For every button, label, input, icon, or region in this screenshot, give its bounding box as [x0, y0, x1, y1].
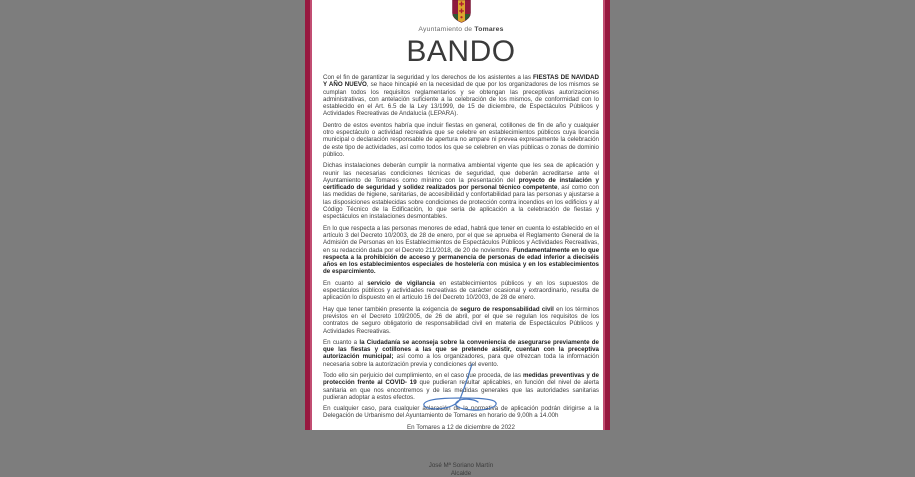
signer-name: José Mª Soriano Martín	[428, 462, 494, 470]
org-name-line	[323, 26, 599, 34]
paragraph: Hay que tener también presente la exigencia de seguro de responsabilidad civil en los términos previstos en el Decreto 109/2005, de 26 de abril, por el que se regulan los requisitos de los contratos de seguro obligatorio de responsabilidad civil en materia de Espectáculos Públicos y Actividades Recreativas.	[323, 305, 599, 335]
paragraph: Con el fin de garantizar la seguridad y los derechos de los asistentes a las FIESTAS DE NAVIDAD Y AÑO NUEVO, se hace hincapié en la necesidad de que por los organizadores de los mismos se cumplan todos los requisitos reglamentarios y se obtengan las preceptivas autorizaciones administrativas, con antelación suficiente a la celebración de los mismos, de conformidad con lo establecido en el Art. 6.5 de la Ley 13/1999, de 15 de diciembre, de Espectáculos Públicos y Actividades Recreativas de Andalucía (LEPARA).	[323, 74, 599, 118]
paragraph: En cuanto al servicio de vigilancia en establecimientos públicos y en los supuestos de espectáculos públicos y actividades recreativas de carácter ocasional y extraordinario, resulta de aplicación lo dispuesto en el artículo 16 del Decreto 10/2003, de 28 de enero.	[323, 279, 599, 302]
document-body	[323, 74, 599, 420]
page-border-right-outer	[605, 0, 610, 430]
document-title: BANDO	[406, 35, 516, 68]
paragraph: En cuanto a la Ciudadanía se aconseja sobre la conveniencia de asegurarse previamente de que las fiestas y cotillones a las que se pretende asistir, cuentan con la preceptiva autorización municipal; así como a los organizadores, para que ofrezcan toda la información necesaria sobre la autorización previa y condiciones del evento.	[323, 338, 600, 368]
document-page	[305, 0, 610, 477]
org-name: Tomares	[474, 26, 504, 33]
paragraph: En lo que respecta a las personas menores de edad, habrá que tener en cuenta lo establecido en el artículo 3 del Decreto 10/2003, de 28 de enero, por el que se aprueba el Reglamento General de la Admisión de Personas en los Establecimientos de Espectáculos Públicos y Actividades Recreativas, en su redacción dada por el Decreto 211/2018, de 20 de noviembre. Fundamentalmente en lo que respecta a la prohibición de acceso y permanencia de personas de edad inferior a dieciséis años en los establecimientos especiales de hostelería con música y en los establecimientos de esparcimiento.	[323, 224, 600, 276]
paragraph: En cualquier caso, para cualquier aclaración de la normativa de aplicación podrán dirigirse a la Delegación de Urbanismo del Ayuntamiento de Tomares en horario de 9,00h a 14.00h	[323, 405, 599, 420]
dateline: En Tomares a 12 de diciembre de 2022	[407, 423, 515, 431]
tomares-coat-of-arms-icon	[451, 0, 472, 23]
paragraph: Dichas instalaciones deberán cumplir la normativa ambiental vigente que les sea de aplicación y reunir las necesarias condiciones técnicas de seguridad, que deberán acreditarse ante el Ayuntamiento de Tomares como mínimo con la presentación del proyecto de instalación y certificado de seguridad y solidez realizados por personal técnico competente, así como con las medidas de higiene, sanitarias, de accesibilidad y confortabilidad para las personas y ajustarse a las disposiciones establecidas sobre condiciones de protección contra incendios en los edificios y al Código Técnico de la Edificación, lo que sería de aplicación a la celebración de fiestas y espectáculos en instalaciones desmontables.	[323, 162, 599, 221]
document-content	[312, 0, 603, 477]
paragraph: Dentro de estos eventos habría que incluir fiestas en general, cotillones de fin de año y cualquier otro espectáculo o actividad recreativa que se celebre en establecimientos públicos cuya licencia municipal o declaración responsable de apertura no ampare ni prevea expresamente la celebración de este tipo de actividades, así como todos los que se celebren en vías públicas o zonas de dominio público.	[323, 121, 599, 158]
org-prefix: Ayuntamiento de	[418, 26, 473, 33]
paragraph: Todo ello sin perjuicio del cumplimiento, en el caso que proceda, de las medidas preventivas y de protección frente al COVID- 19 que pudieran resultar aplicables, en función del nivel de alerta sanitaria en que nos encontremos y de las medidas generales que las autoridades sanitarias pudieran adoptar a estos efectos.	[323, 371, 599, 401]
signer-role: Alcalde	[450, 470, 472, 477]
